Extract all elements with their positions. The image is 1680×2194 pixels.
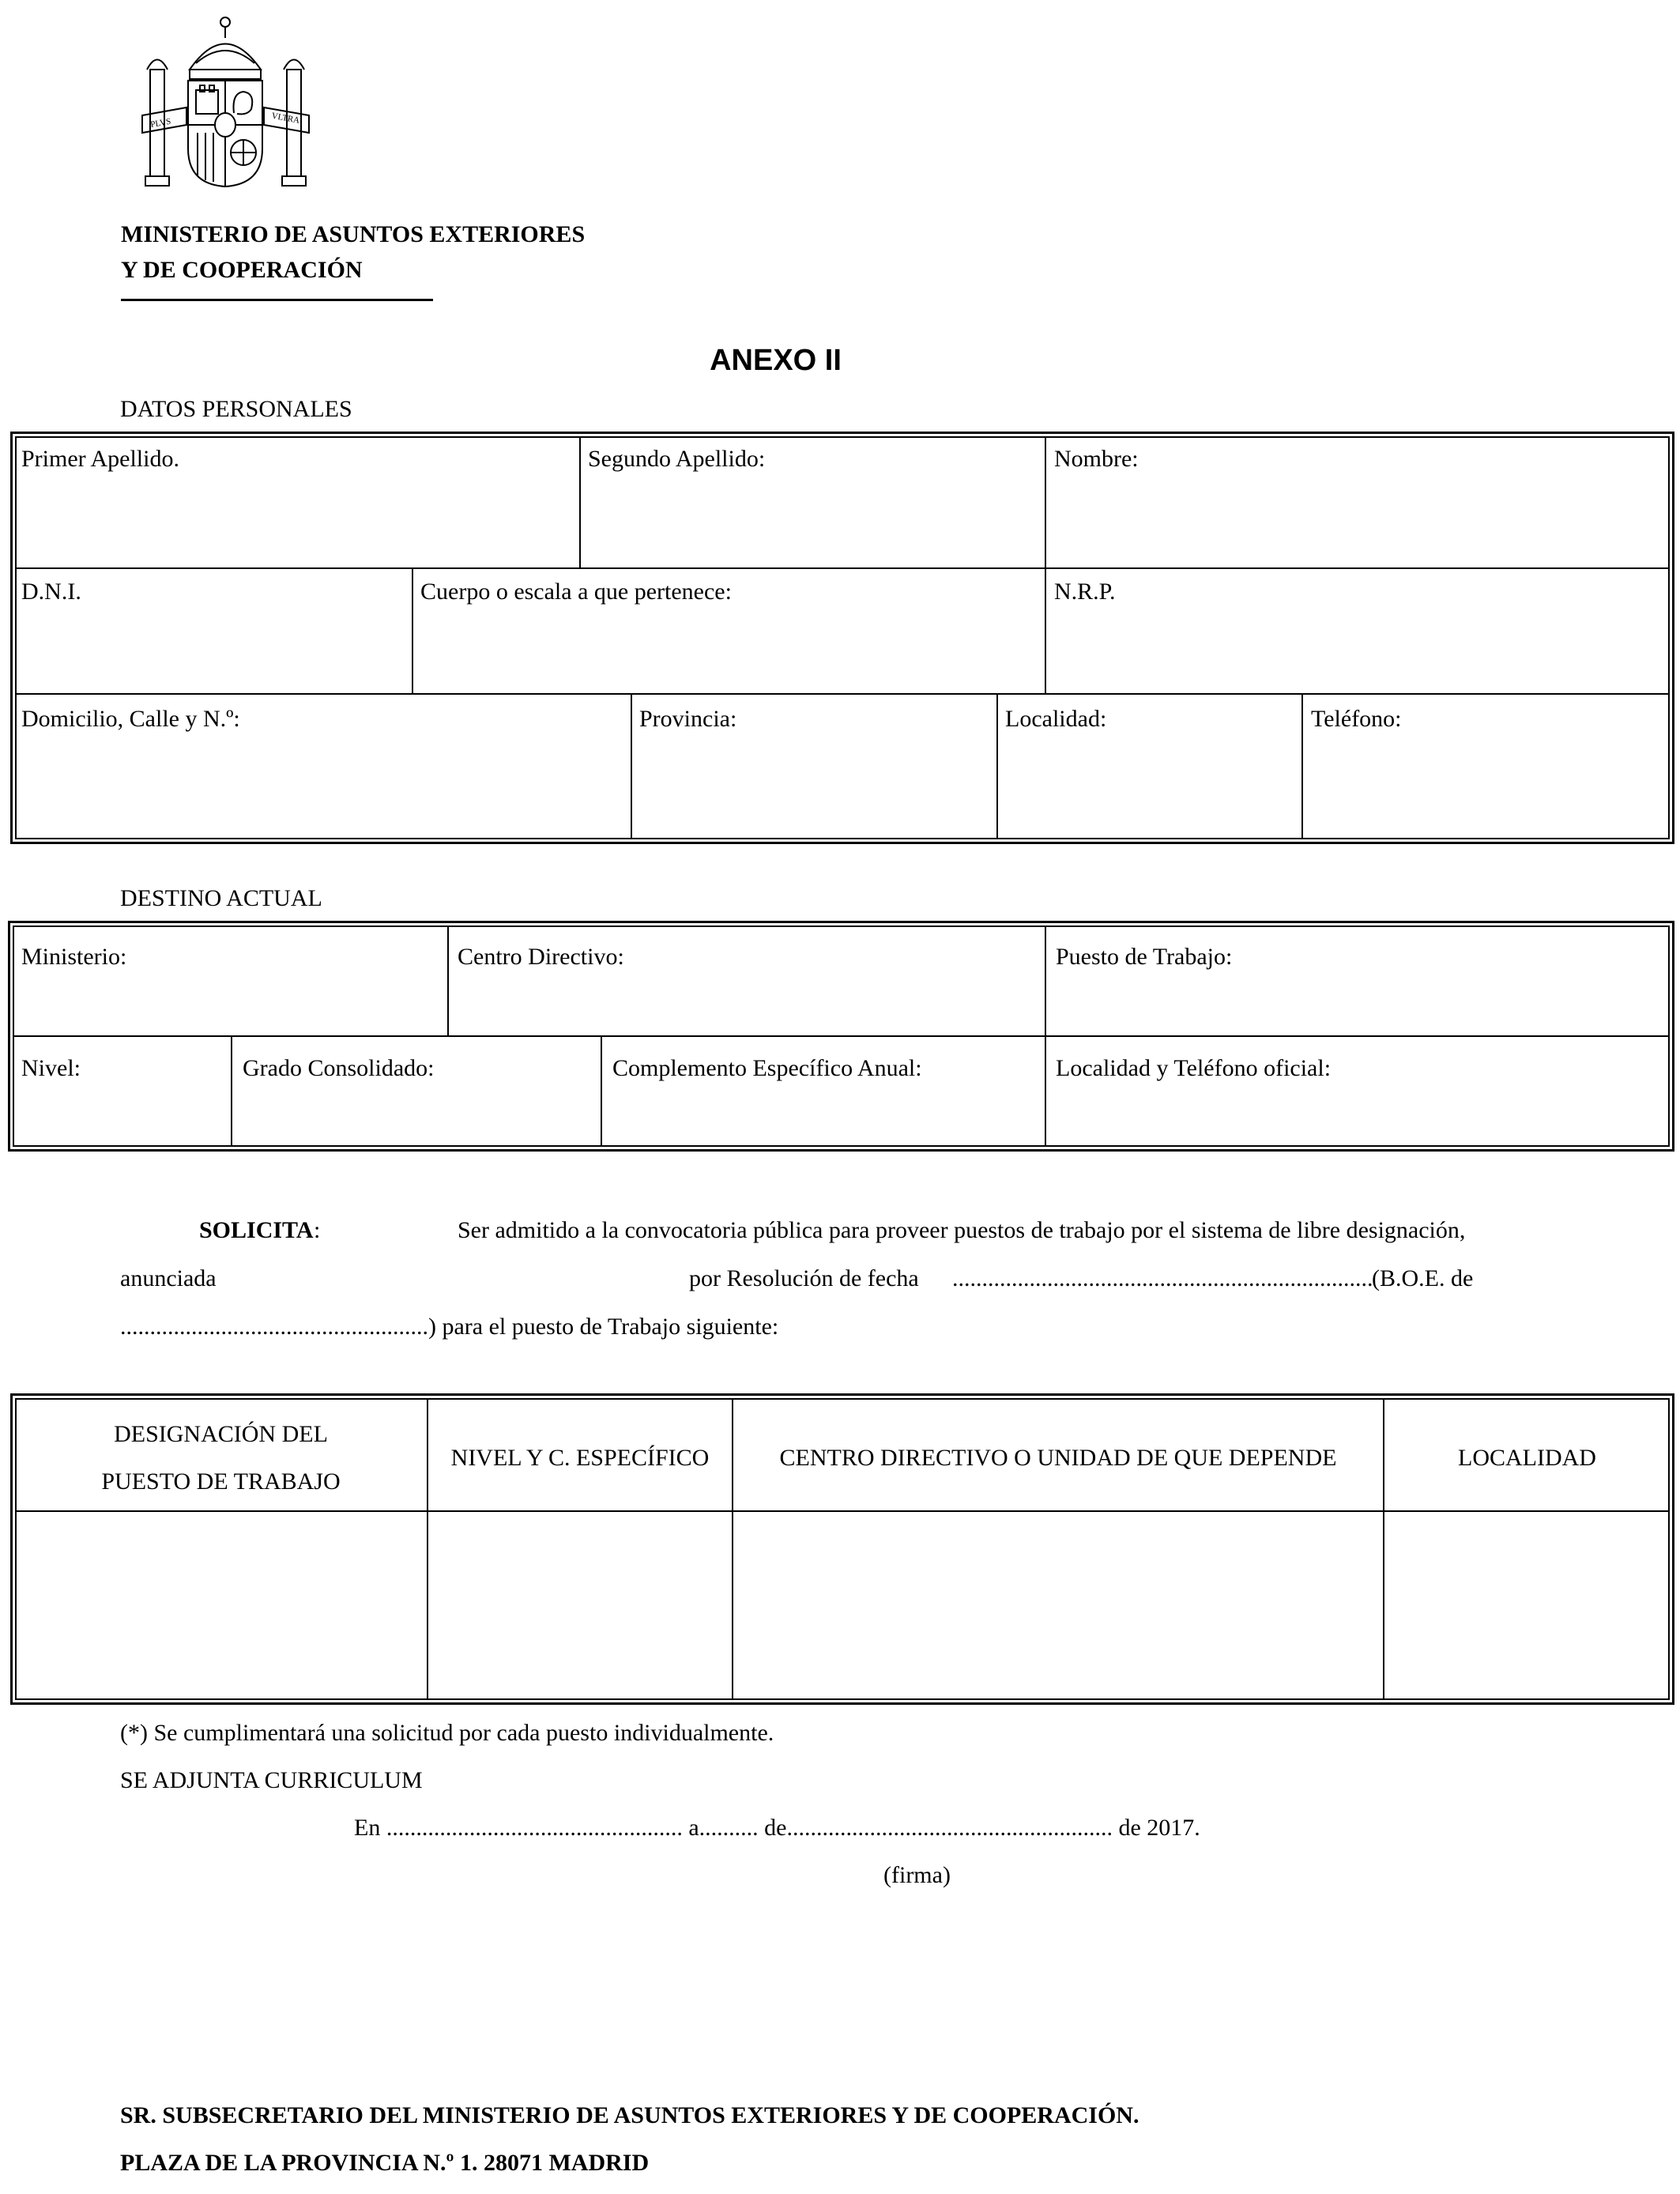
header-centro-directivo: CENTRO DIRECTIVO O UNIDAD DE QUE DEPENDE: [779, 1445, 1337, 1471]
ministry-line-2: Y DE COOPERACIÓN: [121, 257, 363, 283]
field-nivel[interactable]: Nivel:: [21, 1055, 81, 1081]
addressee-line-2: PLAZA DE LA PROVINCIA N.º 1. 28071 MADRID: [120, 2150, 650, 2176]
motto-right: VLTRA: [270, 111, 300, 126]
page-title: ANEXO II: [710, 344, 842, 377]
adjunta-curriculum: SE ADJUNTA CURRICULUM: [120, 1767, 423, 1793]
field-provincia[interactable]: Provincia:: [639, 706, 737, 732]
header-localidad: LOCALIDAD: [1458, 1445, 1596, 1471]
field-puesto-trabajo[interactable]: Puesto de Trabajo:: [1056, 944, 1233, 970]
date-line[interactable]: En .................................................. a.......... de....................................................... de 2017.: [354, 1815, 1200, 1841]
field-localidad-telefono-oficial[interactable]: Localidad y Teléfono oficial:: [1056, 1055, 1332, 1081]
header-designacion-1: DESIGNACIÓN DEL: [114, 1421, 328, 1447]
field-ministerio[interactable]: Ministerio:: [21, 944, 127, 970]
field-telefono[interactable]: Teléfono:: [1311, 706, 1402, 732]
solicita-line-3: ....................................................) para el puesto de Trabajo siguiente:: [120, 1314, 779, 1340]
header-nivel-especifico: NIVEL Y C. ESPECÍFICO: [450, 1445, 710, 1471]
header-designacion-2: PUESTO DE TRABAJO: [101, 1468, 341, 1495]
field-grado-consolidado[interactable]: Grado Consolidado:: [243, 1055, 435, 1081]
addressee-line-1: SR. SUBSECRETARIO DEL MINISTERIO DE ASUNTOS EXTERIORES Y DE COOPERACIÓN.: [120, 2102, 1139, 2128]
field-nombre[interactable]: Nombre:: [1054, 446, 1139, 472]
solicita-anunciada: anunciada: [120, 1265, 217, 1291]
datos-personales-heading: DATOS PERSONALES: [120, 396, 352, 422]
firma-label: (firma): [883, 1862, 951, 1888]
note-solicitud: (*) Se cumplimentará una solicitud por cada puesto individualmente.: [120, 1720, 774, 1746]
solicita-boe: (B.O.E. de: [1372, 1265, 1474, 1291]
header-underline: [121, 299, 433, 301]
field-cuerpo-escala[interactable]: Cuerpo o escala a que pertenece:: [420, 579, 732, 605]
field-nrp[interactable]: N.R.P.: [1054, 579, 1116, 605]
destino-actual-heading: DESTINO ACTUAL: [120, 885, 322, 911]
solicita-colon: :: [314, 1217, 321, 1243]
field-complemento-especifico[interactable]: Complemento Específico Anual:: [612, 1055, 922, 1081]
motto-left: PLVS: [149, 116, 172, 130]
field-dni[interactable]: D.N.I.: [21, 579, 81, 605]
field-centro-directivo[interactable]: Centro Directivo:: [458, 944, 624, 970]
field-primer-apellido[interactable]: Primer Apellido.: [21, 446, 179, 472]
solicita-resolucion: por Resolución de fecha: [689, 1265, 919, 1291]
field-domicilio[interactable]: Domicilio, Calle y N.º:: [21, 706, 240, 732]
field-segundo-apellido[interactable]: Segundo Apellido:: [588, 446, 766, 472]
solicita-line-1: Ser admitido a la convocatoria pública para proveer puestos de trabajo por el sistema de libre designación,: [458, 1217, 1466, 1243]
field-localidad[interactable]: Localidad:: [1005, 706, 1107, 732]
solicita-fecha-dots[interactable]: .......................................................................: [952, 1265, 1373, 1291]
solicita-label: SOLICITA: [199, 1217, 314, 1243]
ministry-line-1: MINISTERIO DE ASUNTOS EXTERIORES: [121, 221, 586, 247]
coat-of-arms-icon: [141, 14, 311, 192]
